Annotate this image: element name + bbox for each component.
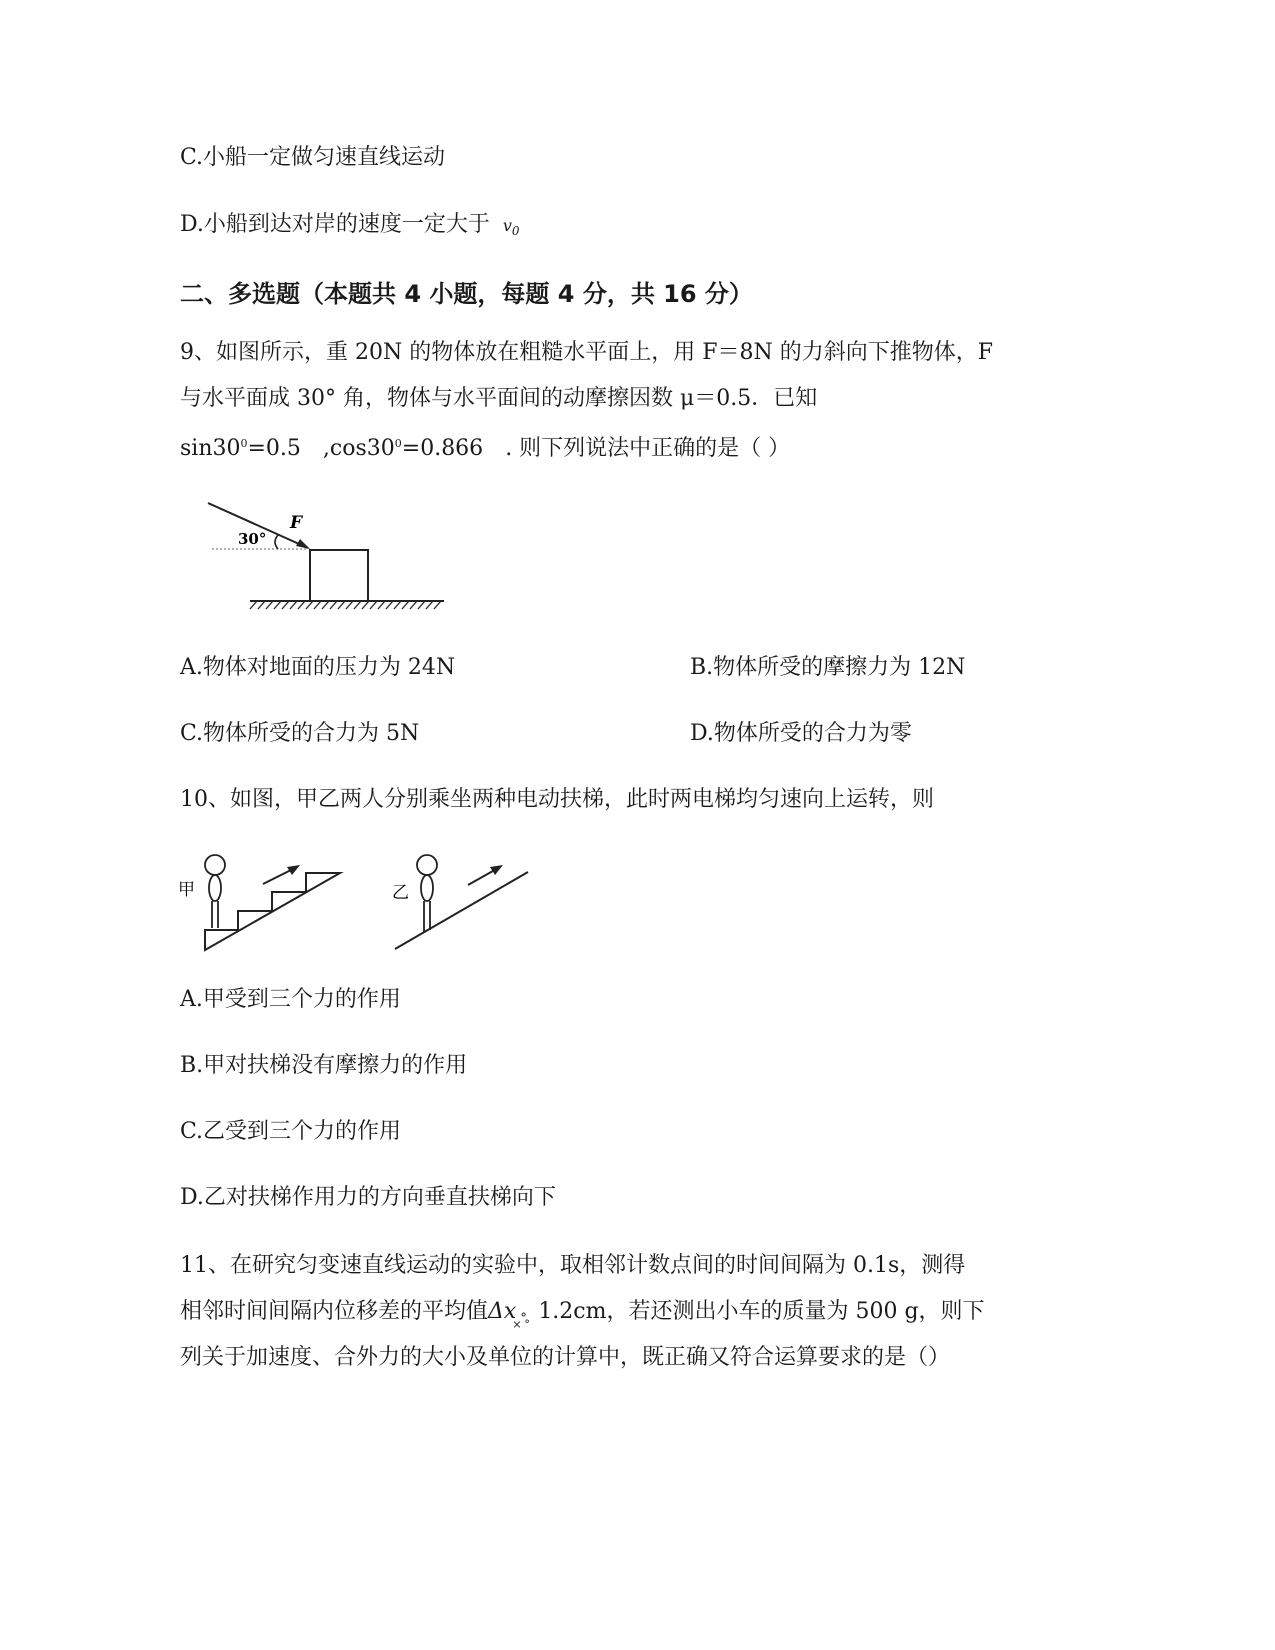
q10-figure [175, 848, 545, 954]
q10-stepped-escalator [205, 873, 340, 950]
q11-stem-line2-rest: 1.2cm，若还测出小车的质量为 500 g，则下 [538, 1299, 985, 1324]
q9-cos-value: =0.866 [401, 436, 484, 461]
q9-option-c: C.物体所受的合力为 5N [180, 721, 420, 746]
q10-option-c: C.乙受到三个力的作用 [180, 1119, 402, 1144]
section-heading: 二、多选题（本题共 4 小题，每题 4 分，共 16 分） [180, 280, 753, 308]
q9-cos-sup: 0 [394, 437, 402, 450]
q8-option-d-var-sub: 0 [511, 224, 520, 238]
q9-block [310, 550, 368, 601]
q8-option-d-text: D.小船到达对岸的速度一定大于 [180, 212, 490, 237]
q9-sin-label: sin30 [180, 436, 241, 461]
q11-stem-line2-prefix: 相邻时间间隔内位移差的平均值 [180, 1299, 489, 1324]
q11-stem-line3: 列关于加速度、合外力的大小及单位的计算中，既正确又符合运算要求的是（） [180, 1345, 951, 1370]
q9-force-arrowhead [296, 539, 310, 549]
q8-option-d [180, 210, 520, 246]
q9-stem-tail: . 则下列说法中正确的是（ ） [505, 436, 791, 461]
q9-stem-line2: 与水平面成 30° 角，物体与水平面间的动摩擦因数 μ＝0.5．已知 [180, 386, 818, 411]
q10-left-arrowhead [287, 865, 300, 875]
q9-sin-sup: 0 [240, 437, 248, 450]
q11-stem-line2: 相邻时间间隔内位移差的平均值Δx ° × ° 1.2cm，若还测出小车的质量为 500 g，则下 [180, 1299, 985, 1331]
q10-option-a: A.甲受到三个力的作用 [180, 987, 401, 1012]
q10-person-jia [205, 855, 225, 928]
q9-angle-label: 30° [238, 530, 267, 548]
q9-sin-value: =0.5 [247, 436, 301, 461]
q9-cos-label: ,cos30 [322, 436, 395, 461]
q8-option-c: C.小船一定做匀速直线运动 [180, 145, 446, 170]
q11-stem-line1: 11、在研究匀变速直线运动的实验中，取相邻计数点间的时间间隔为 0.1s，测得 [180, 1253, 966, 1278]
q10-stem-line1: 10、如图，甲乙两人分别乘坐两种电动扶梯，此时两电梯均匀速向上运转，则 [180, 787, 934, 812]
q9-angle-arc [275, 535, 278, 549]
q8-option-d-var: v [502, 216, 512, 235]
q9-figure [200, 495, 450, 610]
q10-option-d: D.乙对扶梯作用力的方向垂直扶梯向下 [180, 1185, 556, 1210]
q10-right-arrowhead [490, 865, 503, 875]
q9-option-b: B.物体所受的摩擦力为 12N [690, 655, 966, 680]
q11-delta-x: Δx [488, 1299, 517, 1324]
q9-force-label: F [290, 513, 303, 533]
q9-option-d: D.物体所受的合力为零 [690, 721, 912, 746]
q9-ground-hatch [250, 601, 441, 609]
q10-smooth-escalator [395, 872, 528, 949]
q9-stem-line3 [180, 429, 790, 464]
q10-left-label: 甲 [178, 880, 195, 900]
q10-person-yi [417, 855, 437, 933]
q10-option-b: B.甲对扶梯没有摩擦力的作用 [180, 1053, 468, 1078]
q9-option-a: A.物体对地面的压力为 24N [180, 655, 456, 680]
q10-right-label: 乙 [392, 883, 409, 903]
q9-stem-line1: 9、如图所示，重 20N 的物体放在粗糙水平面上，用 F＝8N 的力斜向下推物体，F [180, 340, 993, 365]
